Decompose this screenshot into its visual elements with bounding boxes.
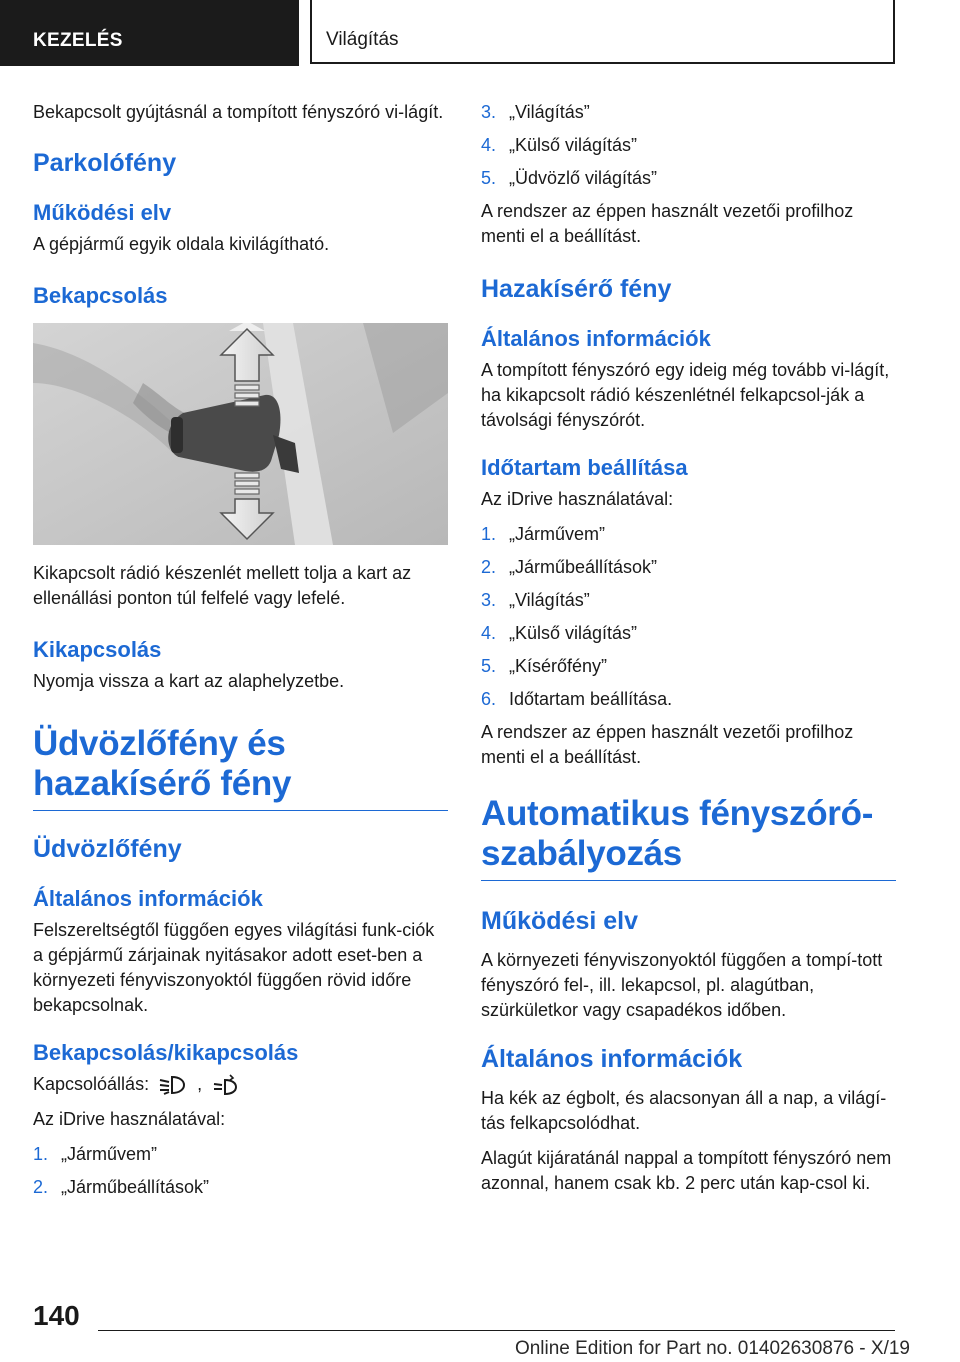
welcome-subheading: Üdvözlőfény [33, 835, 182, 863]
parking-heading: Parkolófény [33, 149, 177, 177]
right-column [481, 100, 896, 1206]
switch-position-separator: , [197, 1074, 203, 1094]
welcome-steps-list [33, 1142, 448, 1200]
list-item: 6. Időtartam beállítása. [481, 689, 673, 709]
welcome-steps-continued [481, 100, 896, 191]
page-number: 140 [33, 1300, 80, 1331]
welcome-onoff-heading: Bekapcsolás/kikapcsolás [33, 1040, 299, 1065]
list-item: 3. „Világítás” [481, 102, 590, 122]
auto-headlight-heading: Automatikus fényszóró-szabályozás [481, 794, 896, 881]
list-item: 5. „Kísérőfény” [481, 656, 608, 676]
auto-principle-heading: Működési elv [481, 907, 638, 935]
home-duration-heading: Időtartam beállítása [481, 455, 688, 480]
parking-switch-off-text: Nyomja vissza a kart az alaphelyzetbe. [33, 671, 345, 691]
home-profile-note: A rendszer az éppen használt vezetői profilhoz menti el a beállítást. [481, 722, 854, 767]
list-item: 1. „Járművem” [481, 524, 606, 544]
parking-switch-on-heading: Bekapcsolás [33, 283, 168, 308]
home-heading: Hazakísérő fény [481, 275, 672, 303]
section-tab: KEZELÉS [0, 0, 299, 66]
list-item: 1. „Járművem” [33, 1144, 158, 1164]
list-item: 2. „Járműbeállítások” [481, 557, 658, 577]
auto-general-text-2: Alagút kijáratánál nappal a tompított fényszóró nem azonnal, hanem csak kb. 2 perc után kap-csol ki. [481, 1148, 892, 1193]
stalk-lever-photo [33, 323, 448, 545]
page-header [0, 0, 960, 66]
welcome-general-heading: Általános információk [33, 886, 263, 911]
parking-principle-heading: Működési elv [33, 200, 172, 225]
parking-switch-on-text: Kikapcsolt rádió készenlét mellett tolja a kart az ellenállási ponton túl felfelé vagy lefelé. [33, 563, 412, 608]
home-general-heading: Általános információk [481, 326, 711, 351]
auto-general-heading: Általános információk [481, 1045, 743, 1073]
intro-paragraph: Bekapcsolt gyújtásnál a tompított fényszóró vi-lágít. [33, 102, 444, 122]
list-item: 4. „Külső világítás” [481, 623, 638, 643]
list-item: 2. „Járműbeállítások” [33, 1177, 210, 1197]
low-beam-auto-icon [158, 1074, 188, 1096]
auto-principle-text: A környezeti fényviszonyoktól függően a tompí-tott fényszóró fel-, ill. lekapcsol, pl. alagútban, szürkületkor vagy csapadékos időben. [481, 950, 883, 1020]
chapter-title: Világítás [310, 0, 895, 64]
edition-info: Online Edition for Part no. 01402630876 - X/19 [514, 1338, 910, 1359]
left-column [33, 100, 448, 1208]
footer-divider [98, 1330, 895, 1331]
welcome-home-heading: Üdvözlőfény és hazakísérő fény [33, 724, 448, 811]
home-steps-list [481, 522, 896, 712]
headlight-welcome-icon [211, 1074, 239, 1096]
welcome-general-text: Felszereltségtől függően egyes világítási funk-ciók a gépjármű zárjainak nyitásakor adott eset-ben a környezeti fényviszonyoktól függően rövid időre bekapcsolnak. [33, 920, 435, 1015]
auto-general-text-1: Ha kék az égbolt, és alacsonyan áll a nap, a világí-tás felkapcsolódhat. [481, 1088, 887, 1133]
welcome-idrive-label: Az iDrive használatával: [33, 1109, 226, 1129]
list-item: 5. „Üdvözlő világítás” [481, 168, 658, 188]
parking-principle-text: A gépjármű egyik oldala kivilágítható. [33, 234, 330, 254]
home-general-text: A tompított fényszóró egy ideig még tovább vi-lágít, ha kikapcsolt rádió készenlétnél felkapcsol-ják a távolsági fényszórót. [481, 360, 890, 430]
switch-position-label: Kapcsolóállás: [33, 1074, 150, 1094]
parking-switch-off-heading: Kikapcsolás [33, 637, 162, 662]
home-idrive-label: Az iDrive használatával: [481, 489, 674, 509]
list-item: 4. „Külső világítás” [481, 135, 638, 155]
switch-position-line [33, 1072, 448, 1097]
list-item: 3. „Világítás” [481, 590, 590, 610]
profile-note: A rendszer az éppen használt vezetői profilhoz menti el a beállítást. [481, 201, 854, 246]
